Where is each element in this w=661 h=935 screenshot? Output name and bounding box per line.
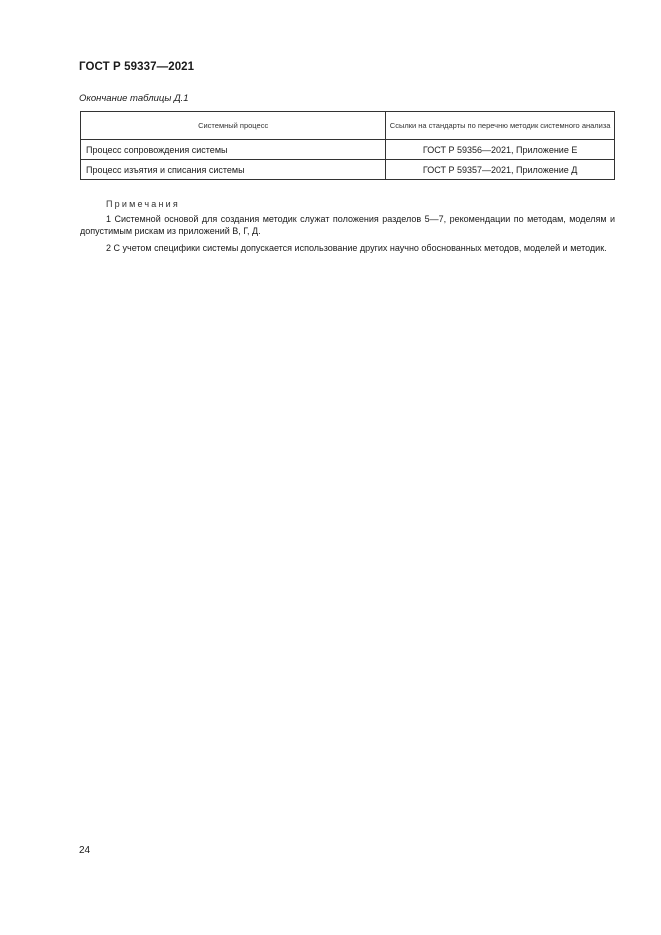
note-item: 2 С учетом специфики системы допускается использование других научно обоснованных методов, моделей и методик. [106,242,607,253]
column-header-process: Системный процесс [81,112,386,140]
table-row [81,140,615,160]
table-cell-process: Процесс изъятия и списания системы [81,160,386,180]
table-row [81,160,615,180]
table-header-row [81,112,615,140]
page-number: 24 [79,845,91,856]
note-item: 1 Системной основой для создания методик служат положения разделов 5—7, рекомендации по методам, моделям и допустимым рискам из приложений В, Г, Д. [80,213,615,236]
table-cell-reference: ГОСТ Р 59357—2021, Приложение Д [386,160,615,180]
table-cell-reference: ГОСТ Р 59356—2021, Приложение Е [386,140,615,160]
notes-section [80,198,615,258]
column-header-references: Ссылки на стандарты по перечню методик системного анализа [386,112,615,140]
notes-heading: Примечания [106,199,180,209]
table-caption: Окончание таблицы Д.1 [79,93,189,104]
standards-reference-table [80,111,615,180]
document-id-header: ГОСТ Р 59337—2021 [79,61,195,73]
table-cell-process: Процесс сопровождения системы [81,140,386,160]
